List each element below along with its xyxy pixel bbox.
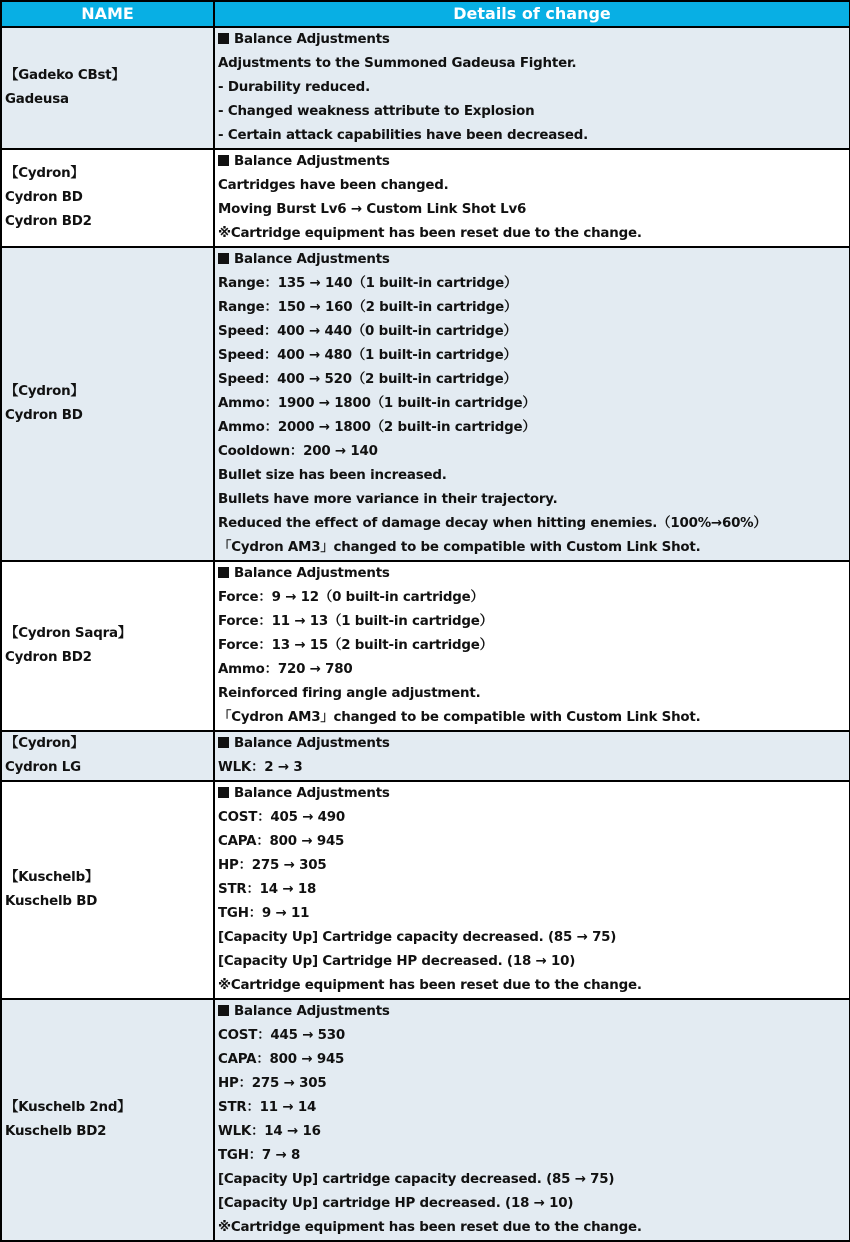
- section-heading-text: Balance Adjustments: [234, 252, 390, 267]
- table-body: [1, 27, 850, 1241]
- unit-part-name: Kuschelb BD: [5, 894, 98, 909]
- unit-group-name: 【Cydron】: [5, 166, 84, 181]
- change-detail-line: 「Cydron AM3」changed to be compatible with Custom Link Shot.: [218, 540, 701, 555]
- change-detail-line: Cartridges have been changed.: [218, 178, 449, 193]
- unit-name-cell: [1, 561, 214, 731]
- section-heading-text: Balance Adjustments: [234, 32, 390, 47]
- unit-part-name: Cydron BD: [5, 408, 83, 423]
- header-details: Details of change: [214, 1, 850, 27]
- unit-group-name: 【Cydron】: [5, 384, 84, 399]
- change-details-cell: [214, 247, 850, 561]
- unit-group-name: 【Cydron Saqra】: [5, 626, 132, 641]
- unit-name-cell: [1, 149, 214, 247]
- table-row: [1, 561, 850, 731]
- table-row: [1, 999, 850, 1241]
- change-details-cell: [214, 731, 850, 781]
- change-detail-line: Ammo：2000 → 1800（2 built-in cartridge）: [218, 420, 536, 435]
- section-heading: [218, 1000, 849, 1024]
- change-detail-line: Speed：400 → 440（0 built-in cartridge）: [218, 324, 517, 339]
- black-square-icon: [218, 737, 229, 748]
- change-details-cell: [214, 27, 850, 149]
- black-square-icon: [218, 1005, 229, 1016]
- section-heading: [218, 732, 849, 756]
- change-detail-line: Speed：400 → 480（1 built-in cartridge）: [218, 348, 517, 363]
- change-detail-line: Ammo：720 → 780: [218, 662, 353, 677]
- change-detail-line: 「Cydron AM3」changed to be compatible with Custom Link Shot.: [218, 710, 701, 725]
- change-detail-line: ※Cartridge equipment has been reset due to the change.: [218, 226, 642, 241]
- header-name: NAME: [1, 1, 214, 27]
- unit-name-cell: [1, 247, 214, 561]
- change-detail-line: HP：275 → 305: [218, 858, 327, 873]
- change-detail-line: Force：11 → 13（1 built-in cartridge）: [218, 614, 493, 629]
- change-detail-line: Bullets have more variance in their trajectory.: [218, 492, 558, 507]
- change-detail-line: WLK：2 → 3: [218, 760, 303, 775]
- black-square-icon: [218, 253, 229, 264]
- change-detail-line: ※Cartridge equipment has been reset due to the change.: [218, 1220, 642, 1235]
- unit-group-name: 【Kuschelb 2nd】: [5, 1100, 131, 1115]
- change-detail-line: [Capacity Up] Cartridge HP decreased. (18 → 10): [218, 954, 576, 969]
- change-detail-line: Bullet size has been increased.: [218, 468, 447, 483]
- black-square-icon: [218, 33, 229, 44]
- change-detail-line: Adjustments to the Summoned Gadeusa Fighter.: [218, 56, 577, 71]
- change-detail-line: Reduced the effect of damage decay when hitting enemies.（100%→60%）: [218, 516, 767, 531]
- unit-name-cell: [1, 27, 214, 149]
- unit-name-cell: [1, 781, 214, 999]
- change-detail-line: Moving Burst Lv6 → Custom Link Shot Lv6: [218, 202, 527, 217]
- section-heading: [218, 150, 849, 174]
- table-header-row: [1, 1, 850, 27]
- change-detail-line: CAPA：800 → 945: [218, 834, 345, 849]
- black-square-icon: [218, 567, 229, 578]
- change-detail-line: COST：405 → 490: [218, 810, 346, 825]
- change-detail-line: HP：275 → 305: [218, 1076, 327, 1091]
- unit-part-name: Gadeusa: [5, 92, 69, 107]
- unit-group-name: 【Kuschelb】: [5, 870, 99, 885]
- unit-group-name: 【Gadeko CBst】: [5, 68, 125, 83]
- change-detail-line: - Changed weakness attribute to Explosion: [218, 104, 535, 119]
- change-detail-line: TGH：7 → 8: [218, 1148, 301, 1163]
- table-row: [1, 27, 850, 149]
- change-detail-line: COST：445 → 530: [218, 1028, 346, 1043]
- change-detail-line: Cooldown：200 → 140: [218, 444, 378, 459]
- section-heading-text: Balance Adjustments: [234, 566, 390, 581]
- section-heading-text: Balance Adjustments: [234, 1004, 390, 1019]
- change-detail-line: Ammo：1900 → 1800（1 built-in cartridge）: [218, 396, 536, 411]
- change-details-cell: [214, 561, 850, 731]
- table-row: [1, 149, 850, 247]
- unit-name-cell: [1, 731, 214, 781]
- change-details-cell: [214, 781, 850, 999]
- unit-part-name: Cydron BD2: [5, 214, 92, 229]
- change-detail-line: - Durability reduced.: [218, 80, 370, 95]
- change-detail-line: Speed：400 → 520（2 built-in cartridge）: [218, 372, 517, 387]
- change-detail-line: Force：9 → 12（0 built-in cartridge）: [218, 590, 484, 605]
- table-row: [1, 731, 850, 781]
- black-square-icon: [218, 155, 229, 166]
- section-heading-text: Balance Adjustments: [234, 786, 390, 801]
- change-detail-line: - Certain attack capabilities have been decreased.: [218, 128, 589, 143]
- change-detail-line: Range：150 → 160（2 built-in cartridge）: [218, 300, 518, 315]
- change-detail-line: Force：13 → 15（2 built-in cartridge）: [218, 638, 493, 653]
- section-heading-text: Balance Adjustments: [234, 736, 390, 751]
- change-detail-line: TGH：9 → 11: [218, 906, 310, 921]
- unit-group-name: 【Cydron】: [5, 736, 84, 751]
- change-details-cell: [214, 149, 850, 247]
- change-detail-line: Reinforced firing angle adjustment.: [218, 686, 481, 701]
- section-heading: [218, 782, 849, 806]
- unit-part-name: Cydron BD: [5, 190, 83, 205]
- change-detail-line: ※Cartridge equipment has been reset due to the change.: [218, 978, 642, 993]
- black-square-icon: [218, 787, 229, 798]
- unit-part-name: Cydron LG: [5, 760, 81, 775]
- table-row: [1, 247, 850, 561]
- change-detail-line: [Capacity Up] cartridge capacity decreased. (85 → 75): [218, 1172, 615, 1187]
- section-heading-text: Balance Adjustments: [234, 154, 390, 169]
- change-detail-line: STR：14 → 18: [218, 882, 317, 897]
- change-details-cell: [214, 999, 850, 1241]
- table-row: [1, 781, 850, 999]
- section-heading: [218, 28, 849, 52]
- section-heading: [218, 562, 849, 586]
- section-heading: [218, 248, 849, 272]
- unit-name-cell: [1, 999, 214, 1241]
- change-detail-line: STR：11 → 14: [218, 1100, 317, 1115]
- unit-part-name: Kuschelb BD2: [5, 1124, 107, 1139]
- change-detail-line: WLK：14 → 16: [218, 1124, 321, 1139]
- change-detail-line: [Capacity Up] cartridge HP decreased. (18 → 10): [218, 1196, 574, 1211]
- change-detail-line: Range：135 → 140（1 built-in cartridge）: [218, 276, 518, 291]
- change-detail-line: CAPA：800 → 945: [218, 1052, 345, 1067]
- change-detail-line: [Capacity Up] Cartridge capacity decreased. (85 → 75): [218, 930, 617, 945]
- unit-part-name: Cydron BD2: [5, 650, 92, 665]
